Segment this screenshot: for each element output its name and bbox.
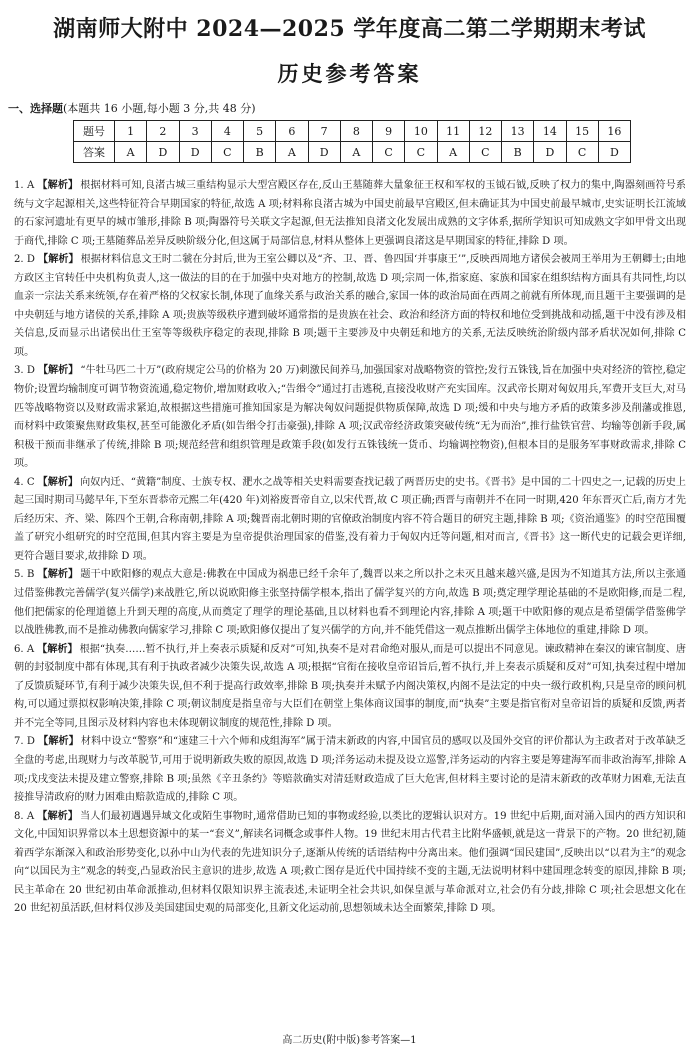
item-text: 根据材料信息文王时二虢在分封后,世为王室公卿以及“齐、卫、晋、鲁四国‘并事康王’”,反映西周地方诸侯会被周王举用为王朝卿士;由地方政区主官转任中央机构负责人,这一做法的目的在于加强中央对地方的控制,故选 D 项;宗周一体,指家庭、家族和国家在组织结构方面具有共同性,均以血亲一宗法关系来统领,存在着严格的父权家长制,体现了血缘关系与政治关系的融合,家国一体的政治局面在西周之前就有所体现,而且题干主要强调的是中央朝廷与地方诸侯的关系,排除 A 项;贵族等级秩序遭到破坏通常指的是贵族在社会、政治和经济方面的特权和地位受到挑战和动摇,题干中没有涉及相关信息,反而显示出诸侯出仕王室等等级秩序稳定的表现,排除 B 项;题干主要涉及中央朝廷和地方的关系,无法反映统治阶级内部矛盾状况如何,排除 C 项。	[14, 254, 687, 358]
analysis-tag: 【解析】	[37, 180, 79, 191]
item-number: 1. A	[14, 180, 35, 191]
item-text: 当人们最初遇遇异域文化或陌生事物时,通常借助已知的事物或经验,以类比的逻辑认识对方。19 世纪中后期,面对涌入国内的西方知识和文化,中国知识界常以本土思想资源中的某一“套义”,解读名词概念或事件人物。19 世纪末用古代君主比附华盛顿,就是这一背景下的产物。20 世纪初,随着西学东渐深入和政治形势变化,以孙中山为代表的先进知识分子,逐渐从传统的话语结构中分离出来。他们强调“国民建国”,反映出以“以君为主”的观念向“以国民为主”观念的转变,凸显政治民主意识的进步,故选 A 项;救亡图存是近代中国持续不变的主题,无法说明材料中建国理念转变的原因,排除 B 项;民主革命在 20 世纪初由革命派推动,但材料仅限知识界主流表述,未证明全社会共识,如保皇派与革命派对立,社会仍有分歧,排除 C 项;社会思想文化在 20 世纪初虽活跃,但材料仅涉及美国建国史观的局部变化,且新文化运动前,思想领域未达全面繁荣,排除 D 项。	[14, 810, 686, 915]
analysis-tag: 【解析】	[38, 254, 79, 266]
section-label: 一、选择题	[8, 102, 63, 115]
item-number: 4. C	[14, 476, 35, 488]
item-number: 7. D	[14, 736, 36, 748]
item-number: 3. D	[14, 365, 35, 377]
analysis-tag: 【解析】	[38, 736, 79, 748]
question-number: 5	[244, 121, 276, 142]
answer-cell: A	[340, 142, 372, 163]
question-number: 16	[598, 121, 630, 142]
answer-cell: C	[405, 142, 437, 163]
explanation-item-2	[14, 251, 686, 362]
explanation-item-1	[14, 177, 686, 251]
question-number: 11	[437, 121, 469, 142]
question-number: 6	[276, 121, 308, 142]
question-number-row	[74, 121, 631, 142]
number-row-label: 题号	[74, 121, 115, 142]
exam-title: 湖南师大附中 2024—2025 学年度高二第二学期期末考试	[53, 16, 646, 42]
answer-row-label: 答案	[74, 142, 115, 163]
answer-cell: D	[147, 142, 179, 163]
answer-cell: C	[469, 142, 501, 163]
answer-cell: D	[534, 142, 566, 163]
item-text: “牛牡马匹二十万”(政府规定公马的价格为 20 万)刺激民间养马,加强国家对战略物资的管控;发行五铢钱,旨在加强中央对经济的管控,稳定物价;设置均输制度可调节物资流通,稳定物价,增加财政收入;“告缗令”通过打击逃税,直接没收财产充实国库。汉武帝长期对匈奴用兵,军费开支巨大,对马匹等战略物资以及财政需求紧迫,故根据这些措施可推知国家是为解决匈奴问题提供物质保障,故选 D 项;缓和中央与地方矛盾的政策多涉及削藩或推恩,而材料中政策聚焦财政集权,甚至可能激化矛盾(如告缗令打击豪强),排除 A 项;汉武帝经济政策突破传统“无为而治”,推行盐铁官营、均输等创新手段,属积极干预而非继承了传统,排除 B 项;规范经营和组织管理是政策手段(如发行五铢钱统一货币、均输调控物资),但根本目的是服务军事财政需求,排除 C 项。	[14, 365, 687, 470]
item-text: 材料中设立“警察”和“速建三十六个师和戍组海军”属于清末新政的内容,中国官员的感叹以及国外交官的评价都认为主政者对于改革缺乏全盘的考虑,出现财力与改革脱节,可用于说明新政失败的原因,故选 D 项;洋务运动未提及设立巡警,洋务运动的内容主要是筹建海军而非政治海军,排除 A 项;戊戌变法未提及建立警察,排除 B 项;虽然《辛丑条约》等赔款确实对清廷财政造成了巨大危害,但材料主要讨论的是清末新政的改革财力困难,无法直接推导清政府的财力困难由赔款造成的,排除 C 项。	[14, 736, 686, 804]
item-number: 5. B	[14, 569, 35, 581]
item-text: 题干中欧阳修的观点大意是:佛教在中国成为祸患已经千余年了,魏晋以来之所以扑之未灭且越来越兴盛,是因为不知道其方法,所以主张通过借鉴佛教完善儒学(复兴儒学)来战胜它,所以说欧阳修主张坚持儒学根本,指出了儒学复兴的方向,故选 B 项;奠定理学理论基础的不是欧阳修,而是二程,他们把儒家的伦理道德上升到天理的高度,从而奠定了理学的理论基础,且以材料也看不到理论内容,排除 A 项;题干中欧阳修的观点是希望儒学借鉴佛学以战胜佛教,而不是推动佛教向儒家学习,排除 C 项;欧阳修仅提出了复兴儒学的方向,并不能凭借这一观点推断出儒学主体地位的重建,排除 D 项。	[14, 569, 686, 637]
answer-table	[73, 120, 631, 163]
explanation-item-3	[14, 362, 686, 473]
answer-cell: C	[211, 142, 243, 163]
section-note: (本题共 16 小题,每小题 3 分,共 48 分)	[63, 102, 256, 115]
question-number: 12	[469, 121, 501, 142]
question-number: 1	[115, 121, 147, 142]
question-number: 3	[179, 121, 211, 142]
answer-cell: D	[308, 142, 340, 163]
analysis-tag: 【解析】	[37, 365, 79, 377]
question-number: 9	[373, 121, 405, 142]
document-subtitle: 历史参考答案	[277, 61, 422, 86]
question-number: 4	[211, 121, 243, 142]
explanation-item-4	[14, 474, 686, 567]
analysis-tag: 【解析】	[37, 476, 79, 488]
question-number: 15	[566, 121, 598, 142]
answer-row	[74, 142, 631, 163]
explanation-item-8	[14, 808, 686, 919]
answer-cell: B	[244, 142, 276, 163]
analysis-tag: 【解析】	[37, 643, 78, 655]
page-footer: 高二历史(附中版)参考答案—1	[282, 1035, 417, 1046]
answer-cell: D	[179, 142, 211, 163]
item-number: 6. A	[14, 643, 35, 655]
question-number: 10	[405, 121, 437, 142]
answer-cell: A	[437, 142, 469, 163]
question-number: 8	[340, 121, 372, 142]
item-text: 根据材料可知,良渚古城三重结构显示大型宫殿区存在,反山王墓随葬大量象征王权和军权的玉钺石钺,反映了权力的集中,陶器刻画符号系统与文字起源相关,这些特征符合早期国家的特征,故选 A 项;材料称良渚古城为中国史前最早宫殿区,但未确证其为中国史前最早城市,史实证明长江流域的石家河遗址有更早的城市雏形,排除 B 项;陶器符号关联文字起源,但无法推知良渚文化发展出成熟的文字体系,据所学知识可知成熟文字如甲骨文出现于商代,排除 C 项;王墓随葬品差异反映阶级分化,但这属于局部信息,材料从整体上更强调良渚这是早期国家的特征,排除 D 项。	[14, 180, 687, 247]
section-heading	[8, 100, 256, 116]
explanation-list	[14, 177, 686, 919]
item-text: 向奴内迁、“黄籍”制度、士族专权、淝水之战等相关史料需要查找记载了两晋历史的史书。《晋书》是中国的二十四史之一,记载的历史上起三国时期司马懿早年,下至东晋恭帝元熙二年(420 年)刘裕废晋帝自立,以宋代晋,故 C 项正确;西晋与南朝并不在同一时期,420 年东晋灭亡后,南方才先后经历宋、齐、梁、陈四个王朝,合称南朝,排除 A 项;魏晋南北朝时期的官僚政治制度内容不符合题目的研究主题,排除 B 项;《资治通鉴》的时空范围覆盖了研究小组研究的时空范围,但其内容主要是为皇帝提供治理国家的借鉴,没有着力于匈奴内迁等问题,相对而言,《晋书》这一断代史的记载会更详细,更符合题目要求,故排除 D 项。	[14, 476, 686, 562]
explanation-item-5	[14, 566, 686, 640]
question-number: 13	[502, 121, 534, 142]
question-number: 7	[308, 121, 340, 142]
question-number: 2	[147, 121, 179, 142]
explanation-item-6	[14, 641, 686, 734]
answer-cell: A	[276, 142, 308, 163]
answer-cell: C	[373, 142, 405, 163]
analysis-tag: 【解析】	[37, 569, 79, 581]
answer-cell: A	[115, 142, 147, 163]
answer-cell: D	[598, 142, 630, 163]
answer-cell: B	[502, 142, 534, 163]
item-number: 8. A	[14, 810, 35, 822]
answer-cell: C	[566, 142, 598, 163]
item-number: 2. D	[14, 254, 35, 266]
analysis-tag: 【解析】	[37, 810, 79, 822]
item-text: 根据“执奏……暂不执行,并上奏表示质疑和反对”可知,执奏不是对君命绝对服从,而是可以提出不同意见。谏政精神在秦汉的谏官制度、唐朝的封驳制度中都有体现,其有利于执政者减少决策失误,故选 A 项;根据“官衔在接收皇帝诏旨后,暂不执行,并上奏表示质疑和反对”可知,执奏过程中增加了反馈质疑环节,有利于减少决策失误,但不利于提高行政效率,排除 B 项;执奏并未赋予内阁决策权,内阁不是法定的中央一级行政机构,只是皇帝的顾问机构,可以通过票拟权影响决策,排除 C 项;朝议制度是指皇帝与大臣们在朝堂上集体商议国事的制度,而“执奏”主要是指官衔对皇帝诏旨的质疑和反馈,两者并不完全等同,且图示及材料内容也未体现朝议制度的规范性,排除 D 项。	[14, 643, 687, 729]
explanation-item-7	[14, 733, 686, 807]
question-number: 14	[534, 121, 566, 142]
